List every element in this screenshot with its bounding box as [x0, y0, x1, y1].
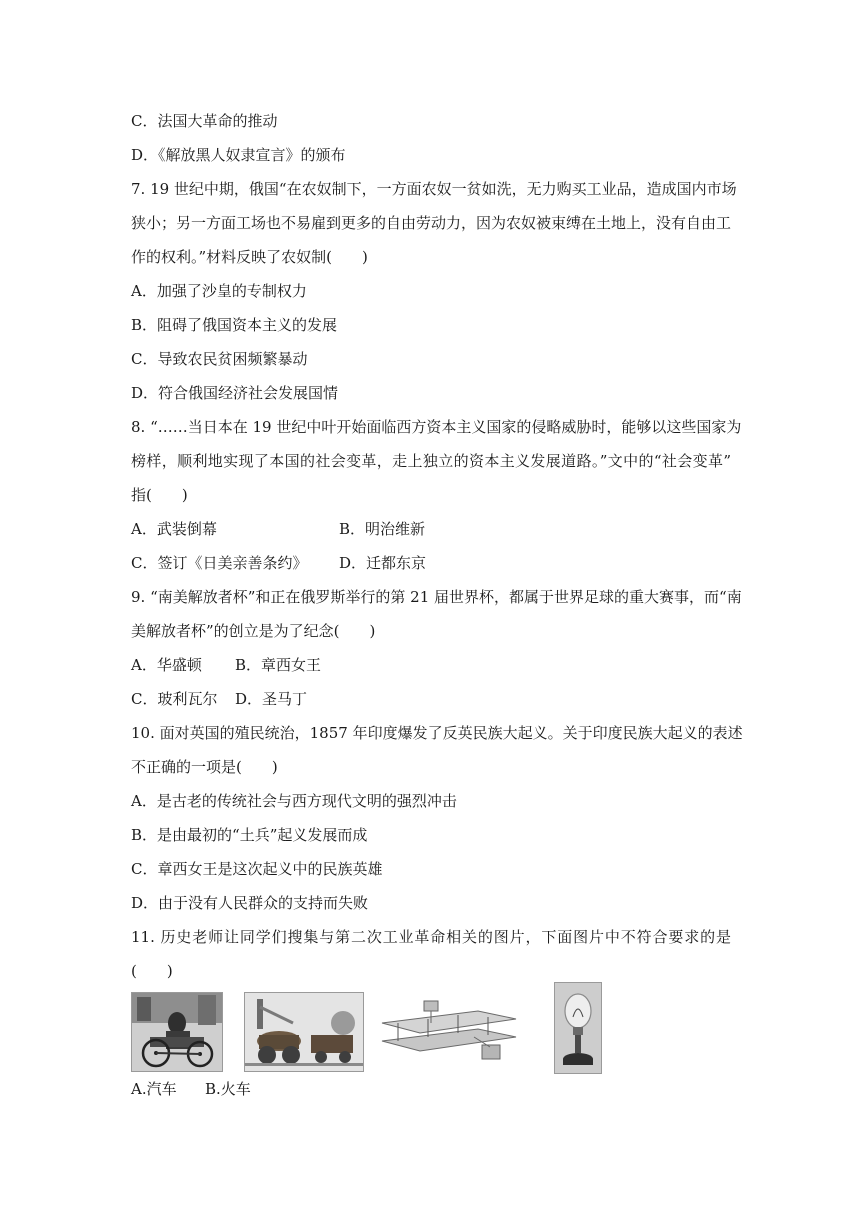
q8-options-row-1	[131, 512, 731, 546]
q9-options-row-1	[131, 648, 731, 682]
q8-option-d: D．迁都东京	[339, 554, 427, 572]
q6-option-d: D．《解放黑人奴隶宣言》的颁布	[131, 146, 346, 164]
q9-option-d: D．圣马丁	[235, 690, 308, 708]
q10-option-d: D．由于没有人民群众的支持而失败	[131, 894, 369, 912]
automobile-photo	[131, 992, 223, 1072]
q11-pictures	[131, 980, 611, 1075]
q7-stem-line-2: 狭小；另一方面工场也不易雇到更多的自由劳动力，因为农奴被束缚在土地上，没有自由工	[131, 214, 732, 232]
q8-stem-line-1: 8. “……当日本在 19 世纪中叶开始面临西方资本主义国家的侵略威胁时，能够以这些国家为	[131, 418, 742, 436]
q8-option-c: C．签订《日美亲善条约》	[131, 554, 308, 572]
q7-stem-line-3: 作的权利。”材料反映了农奴制( )	[131, 248, 368, 266]
q9-stem-line-1: 9. “南美解放者杯”和正在俄罗斯举行的第 21 届世界杯，都属于世界足球的重大赛事，而“南	[131, 588, 742, 606]
q7-option-c: C．导致农民贫困频繁暴动	[131, 350, 308, 368]
q10-option-b: B．是由最初的“土兵”起义发展而成	[131, 826, 368, 844]
q6-option-c: C．法国大革命的推动	[131, 112, 278, 130]
q7-option-b: B．阻碍了俄国资本主义的发展	[131, 316, 338, 334]
q9-options-row-2	[131, 682, 731, 716]
airplane-photo	[377, 992, 521, 1072]
q10-option-a: A．是古老的传统社会与西方现代文明的强烈冲击	[131, 792, 457, 810]
caption-a: A.汽车	[131, 1080, 177, 1098]
q10-stem-line-2: 不正确的一项是( )	[131, 758, 278, 776]
q7-option-d: D．符合俄国经济社会发展国情	[131, 384, 339, 402]
q9-stem-line-2: 美解放者杯”的创立是为了纪念( )	[131, 622, 376, 640]
q11-stem-line-2: ( )	[131, 962, 173, 980]
q10-stem-line-1: 10. 面对英国的殖民统治，1857 年印度爆发了反英民族大起义。关于印度民族大起义的表述	[131, 724, 743, 742]
q11-stem-line-1: 11. 历史老师让同学们搜集与第二次工业革命相关的图片，下面图片中不符合要求的是	[131, 928, 731, 946]
q7-stem-line-1: 7. 19 世纪中期，俄国“在农奴制下，一方面农奴一贫如洗，无力购买工业品，造成国内市场	[131, 180, 737, 198]
q8-option-b: B．明治维新	[339, 520, 426, 538]
q8-option-a: A．武装倒幕	[131, 520, 217, 538]
q9-option-a: A．华盛顿	[131, 656, 202, 674]
q8-options-row-2	[131, 546, 731, 580]
q8-stem-line-2: 榜样，顺利地实现了本国的社会变革，走上独立的资本主义发展道路。”文中的“社会变革”	[131, 452, 731, 470]
q10-option-c: C．章西女王是这次起义中的民族英雄	[131, 860, 383, 878]
caption-b: B.火车	[205, 1080, 251, 1098]
q9-option-c: C．玻利瓦尔	[131, 690, 218, 708]
q9-option-b: B．章西女王	[235, 656, 322, 674]
q7-option-a: A．加强了沙皇的专制权力	[131, 282, 307, 300]
light-bulb-photo	[554, 982, 602, 1074]
q11-captions	[131, 1072, 251, 1106]
q8-stem-line-3: 指( )	[131, 486, 188, 504]
question-text	[131, 104, 743, 988]
locomotive-photo	[244, 992, 364, 1072]
